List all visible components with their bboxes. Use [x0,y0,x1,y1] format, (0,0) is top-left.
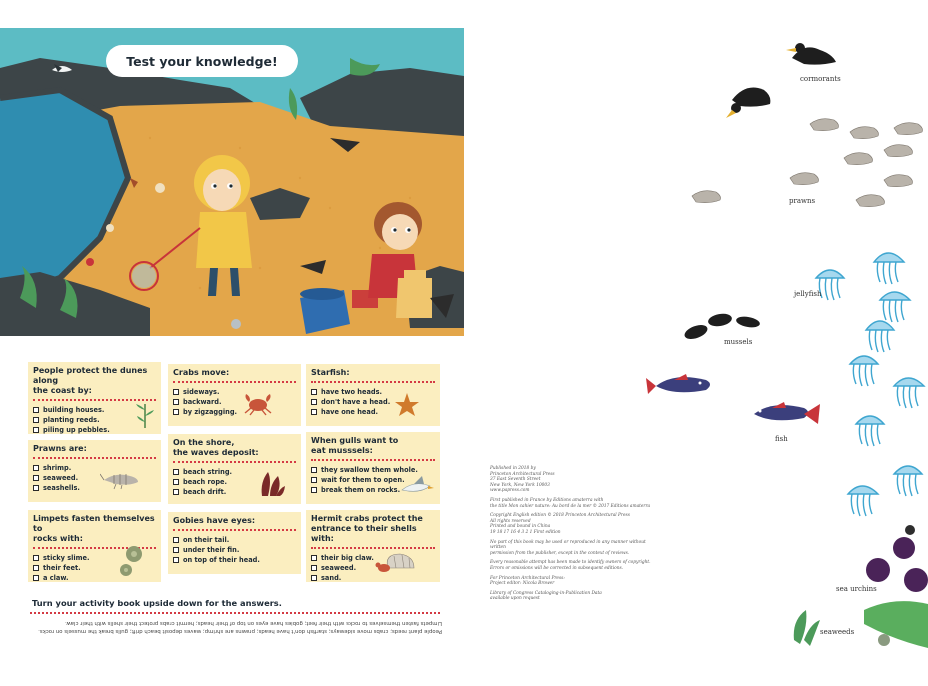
quiz-option[interactable]: beach drift. [173,487,296,497]
imprint-block: No part of this book may be used or reproduced in any manner without written permission from the publisher, except in the context of reviews. [490,539,646,556]
crab-icon [242,390,274,416]
seaweeds-icon [794,601,928,648]
copyright-imprint [490,466,660,606]
quiz-option[interactable]: don't have a head. [311,397,435,407]
quiz-option[interactable]: beach string. [173,467,296,477]
checkbox[interactable] [311,477,317,483]
prawn-icon [692,119,923,207]
quiz-box-hermit-crabs [306,510,440,582]
answers-upside-down-line-1: People plant reeds; crabs move sideways; starfish don't have heads; prawns are shrimp; waves deposit beach drift; gulls break the mussels on rocks. [38,628,442,634]
quiz-option[interactable]: on top of their head. [173,555,296,565]
checkbox[interactable] [173,537,179,543]
fish-icon [646,374,710,394]
right-page [464,0,928,686]
checkbox[interactable] [173,557,179,563]
checkbox[interactable] [173,389,179,395]
quiz-option[interactable]: sideways. [173,387,296,397]
quiz-title: Hermit crabs protect the entrance to their shells with: [311,514,423,543]
quiz-option[interactable]: piling up pebbles. [33,425,156,435]
quiz-title: Crabs move: [173,368,230,377]
label-jellyfish: jellyfish [794,290,822,298]
quiz-option[interactable]: a claw. [33,573,156,583]
checkbox[interactable] [173,469,179,475]
dotted-divider [173,461,296,464]
checkbox[interactable] [33,555,39,561]
label-seaweeds: seaweeds [820,628,855,636]
quiz-title: Prawns are: [33,444,87,453]
speech-bubble: Test your knowledge! [106,45,298,77]
checkbox[interactable] [311,409,317,415]
quiz-option[interactable]: on their tail. [173,535,296,545]
quiz-box-shore [168,434,301,504]
checkbox[interactable] [173,399,179,405]
checkbox[interactable] [33,427,39,433]
checkbox[interactable] [311,399,317,405]
quiz-box-gulls [306,432,440,504]
hermit-crab-icon [374,550,418,574]
label-sea-urchins: sea urchins [836,585,877,593]
quiz-option[interactable]: sticky slime. [33,553,156,563]
quiz-option[interactable]: beach rope. [173,477,296,487]
quiz-option[interactable]: by zigzagging. [173,407,296,417]
answers-upside-down-line-2: Limpets fasten themselves to rocks with their feet; gobies have eyes on top of their heads; hermit crabs protect their shells with their claw. [65,620,442,626]
dotted-divider [311,459,435,462]
quiz-option[interactable]: have one head. [311,407,435,417]
checkbox[interactable] [311,565,317,571]
checkbox[interactable] [33,565,39,571]
quiz-title: On the shore, the waves deposit: [173,438,259,457]
cormorant-icon [726,88,770,118]
quiz-title: Starfish: [311,368,350,377]
gull-icon [400,476,436,500]
checkbox[interactable] [311,555,317,561]
checkbox[interactable] [173,479,179,485]
quiz-option[interactable]: planting reeds. [33,415,156,425]
quiz-option[interactable]: under their fin. [173,545,296,555]
quiz-option[interactable]: backward. [173,397,296,407]
seaweed-drift-icon [258,468,286,498]
quiz-option[interactable]: seaweed. [33,473,156,483]
quiz-option[interactable]: seaweed. [311,563,435,573]
checkbox[interactable] [311,487,317,493]
quiz-box-prawns [28,440,161,502]
dotted-divider [33,457,156,460]
label-cormorants: cormorants [800,75,841,83]
quiz-option[interactable]: have two heads. [311,387,435,397]
cormorant-icon [786,43,836,65]
quiz-title: Gobies have eyes: [173,516,256,525]
imprint-block: Library of Congress Cataloging-in-Publication Data available upon request [490,590,602,602]
imprint-block: Published in 2018 by Princeton Architectural Press 37 East Seventh Street New York, New York 10003 www.papress.com [490,466,555,494]
quiz-option[interactable]: building houses. [33,405,156,415]
quiz-option[interactable]: their big claw. [311,553,435,563]
imprint-block: Every reasonable attempt has been made to identify owners of copyright. Errors or omissions will be corrected in subsequent editions. [490,560,651,571]
label-fish: fish [775,435,788,443]
quiz-option[interactable]: their feet. [33,563,156,573]
checkbox[interactable] [173,409,179,415]
imprint-block: For Princeton Architectural Press: Project editor: Nicola Brower [490,575,565,587]
imprint-block: Copyright English edition © 2018 Princeton Architectural Press All rights reserved Printed and bound in China 19 18 17 16 4 3 2 1 First edition [490,513,630,535]
quiz-title: When gulls want to eat musssels: [311,436,399,455]
jellyfish-icon [816,253,924,516]
quiz-box-crabs [168,364,301,426]
reed-sprig-icon [134,400,156,428]
limpets-icon [116,544,146,578]
checkbox[interactable] [311,467,317,473]
quiz-option[interactable]: shrimp. [33,463,156,473]
checkbox[interactable] [311,575,317,581]
upside-down-instruction: Turn your activity book upside down for the answers. [32,598,282,608]
quiz-box-gobies [168,512,301,574]
checkbox[interactable] [173,547,179,553]
quiz-option[interactable]: wait for them to open. [311,475,435,485]
checkbox[interactable] [33,407,39,413]
fish-icon [754,402,820,424]
dotted-divider [173,529,296,532]
quiz-box-starfish [306,364,440,426]
sea-urchins-icon [866,525,928,592]
quiz-box-limpets [28,510,161,582]
starfish-icon [394,392,420,418]
prawn-icon [100,470,142,490]
quiz-title: Limpets fasten themselves to rocks with: [33,514,155,543]
checkbox[interactable] [33,485,39,491]
quiz-option[interactable]: seashells. [33,483,156,493]
quiz-box-dunes [28,362,161,434]
dotted-divider [311,381,435,384]
imprint-block: First published in France by Editions amaterra with the title Mon cahier nature: Au bord de la mer © 2017 Editions amaterra [490,497,651,509]
quiz-option[interactable]: sand. [311,573,435,583]
checkbox[interactable] [33,475,39,481]
checkbox[interactable] [173,489,179,495]
dotted-divider [30,612,440,614]
quiz-option[interactable]: they swallow them whole. [311,465,435,475]
dotted-divider [173,381,296,384]
quiz-option[interactable]: break them on rocks. [311,485,435,495]
label-prawns: prawns [789,197,816,205]
checkbox[interactable] [311,389,317,395]
checkbox[interactable] [33,575,39,581]
quiz-title: People protect the dunes along the coast by: [33,366,148,395]
label-mussels: mussels [724,338,753,346]
checkbox[interactable] [33,465,39,471]
checkbox[interactable] [33,417,39,423]
